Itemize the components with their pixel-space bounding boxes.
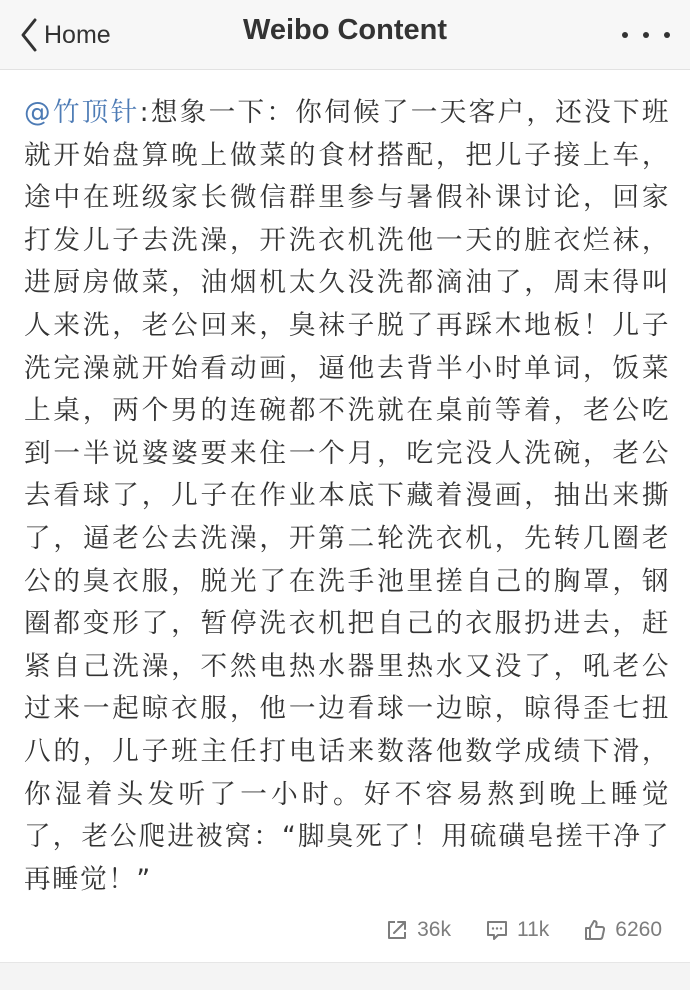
more-dots-icon (622, 32, 628, 38)
comment-icon (485, 918, 509, 942)
post-text: :想象一下：你伺候了一天客户，还没下班就开始盘算晚上做菜的食材搭配，把儿子接上车，途中在班级家长微信群里参与暑假补课讨论，回家打发儿子去洗澡，开洗衣机洗他一天的脏衣烂袜，进厨房做菜，油烟机太久没洗都滴油了，周末得叫人来洗，老公回来，臭袜子脱了再踩木地板！儿子洗完澡就开始看动画，逼他去背半小时单词，饭菜上桌，两个男的连碗都不洗就在桌前等着，老公吃到一半说婆婆要来住一个月，吃完没人洗碗，老公去看球了，儿子在作业本底下藏着漫画，抽出来撕了，逼老公去洗澡，开第二轮洗衣机，先转几圈老公的臭衣服，脱光了在洗手池里搓自己的胸罩，钢圈都变形了，暂停洗衣机把自己的衣服扔进去，赶紧自己洗澡，不然电热水器里热水又没了，吼老公过来一起晾衣服，他一边看球一边晾，晾得歪七扭八的，儿子班主任打电话来数落他数学成绩下滑，你湿着头发听了一小时。好不容易熬到晚上睡觉了，老公爬进被窝：“脚臭死了！用硫磺皂搓干净了再睡觉！” (24, 97, 671, 895)
thumbs-up-icon (583, 918, 607, 942)
more-button[interactable] (622, 18, 670, 52)
page-title: Weibo Content (242, 14, 448, 46)
post-action-bar (385, 912, 662, 948)
like-button[interactable] (583, 918, 662, 942)
chevron-left-icon (20, 17, 38, 53)
navigation-bar (0, 0, 690, 70)
share-icon (385, 918, 409, 942)
section-divider (0, 962, 690, 990)
back-label: Home (44, 20, 111, 49)
comment-count: 11k (516, 918, 550, 941)
back-button[interactable] (20, 13, 111, 57)
comment-button[interactable] (485, 918, 549, 942)
share-button[interactable] (385, 918, 451, 942)
post-content (24, 92, 670, 901)
user-mention-link[interactable]: @竹顶针 (24, 97, 140, 128)
share-count: 36k (417, 918, 451, 941)
like-count: 6260 (615, 918, 662, 941)
